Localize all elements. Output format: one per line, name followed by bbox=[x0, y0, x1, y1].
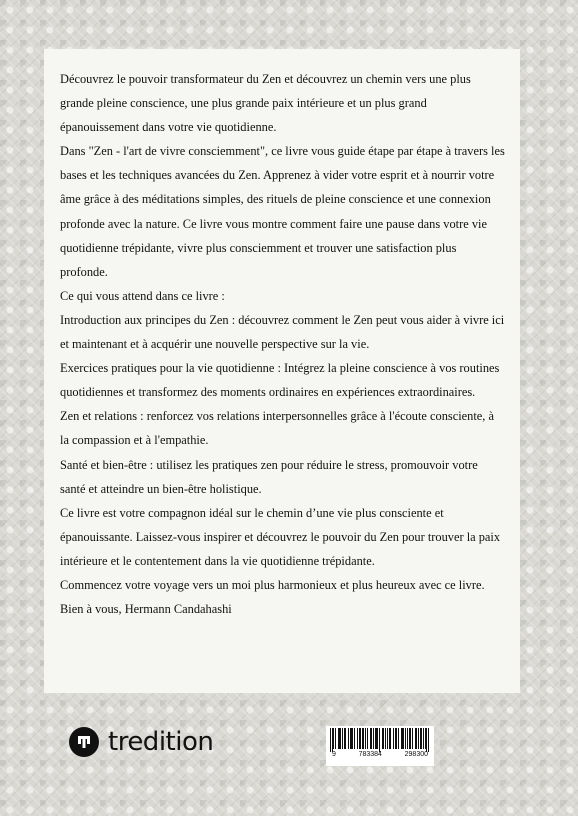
barcode-digit-group-2: 298300 bbox=[404, 751, 428, 758]
paragraph-item-principles: Introduction aux principes du Zen : découvrez comment le Zen peut vous aider à vivre ici et maintenant et à acquérir une nouvelle perspective sur la vie. bbox=[60, 312, 505, 352]
barcode-bar bbox=[351, 728, 352, 749]
barcode-bar bbox=[375, 728, 376, 749]
barcode-bar bbox=[426, 728, 427, 752]
barcode-bar bbox=[339, 728, 340, 749]
barcode-bar bbox=[387, 728, 388, 749]
barcode-bar bbox=[338, 728, 339, 749]
barcode-bar bbox=[402, 728, 403, 749]
barcode-bar bbox=[395, 728, 396, 749]
barcode-bar bbox=[340, 728, 341, 749]
back-cover-text-panel bbox=[44, 49, 520, 693]
paragraph-list-heading: Ce qui vous attend dans ce livre : bbox=[60, 288, 225, 303]
barcode-bar bbox=[403, 728, 404, 749]
barcode-bar bbox=[409, 728, 410, 749]
barcode-bar bbox=[330, 728, 331, 752]
barcode-bar bbox=[410, 728, 411, 749]
barcode-bar bbox=[412, 728, 413, 749]
tredition-logo-icon bbox=[69, 727, 99, 757]
barcode-bar bbox=[405, 728, 406, 749]
barcode-bar bbox=[421, 728, 422, 749]
paragraph-item-relations: Zen et relations : renforcez vos relations interpersonnelles grâce à l'écoute consciente, à la compassion et à l'empathie. bbox=[60, 409, 494, 448]
barcode-digit-prefix: 9 bbox=[332, 751, 336, 758]
barcode-bar bbox=[398, 728, 399, 749]
barcode-bar bbox=[416, 728, 417, 749]
barcode-bar bbox=[348, 728, 349, 749]
barcode-bar bbox=[385, 728, 386, 749]
barcode-bar bbox=[371, 728, 372, 749]
paragraph-intro: Découvrez le pouvoir transformateur du Zen et découvrez un chemin vers une plus grande pleine conscience, une plus grande paix intérieure et un plus grand épanouissement dans votre vie quotidienne. bbox=[60, 72, 471, 135]
barcode-bar bbox=[418, 728, 419, 749]
paragraph-companion: Ce livre est votre compagnon idéal sur le chemin d’une vie plus consciente et épanouissante. Laissez-vous inspirer et découvrez le pouvoir du Zen pour trouver la paix intérieure et le contentement dans la vie quotidienne trépidante. bbox=[60, 505, 501, 568]
paragraph-item-health: Santé et bien-être : utilisez les pratiques zen pour réduire le stress, promouvoir votre santé et atteindre un bien-être holistique. bbox=[60, 457, 478, 496]
barcode-bar bbox=[359, 728, 360, 749]
barcode-bar bbox=[377, 728, 378, 749]
barcode-bar bbox=[420, 728, 421, 749]
barcode-bar bbox=[382, 728, 383, 749]
barcode-bar bbox=[390, 728, 391, 749]
barcode-bar bbox=[383, 728, 384, 749]
barcode-bar bbox=[428, 728, 429, 752]
barcode-bar bbox=[333, 728, 334, 749]
barcode-bar bbox=[376, 728, 377, 749]
paragraph-signature: Bien à vous, Hermann Candahashi bbox=[60, 602, 232, 617]
barcode-bar bbox=[373, 728, 374, 749]
barcode-bar bbox=[360, 728, 361, 749]
barcode-bars bbox=[330, 728, 430, 752]
barcode-bar bbox=[345, 728, 346, 749]
barcode-bar bbox=[370, 728, 371, 749]
barcode-bar bbox=[396, 728, 397, 749]
barcode-bar bbox=[357, 728, 358, 749]
paragraph-item-exercises: Exercices pratiques pour la vie quotidienne : Intégrez la pleine conscience à vos routines quotidiennes et transformez des moments ordinaires en expériences extraordinaires. bbox=[60, 361, 500, 400]
barcode-bar bbox=[393, 728, 394, 749]
publisher-name: tredition bbox=[108, 727, 214, 757]
barcode-bar bbox=[342, 728, 343, 749]
barcode-bar bbox=[425, 728, 426, 749]
barcode-bar bbox=[354, 728, 355, 749]
barcode-bar bbox=[352, 728, 353, 749]
paragraph-call-to-action: Commencez votre voyage vers un moi plus harmonieux et plus heureux avec ce livre. bbox=[60, 577, 485, 592]
barcode-bar bbox=[365, 728, 366, 749]
barcode-bar bbox=[350, 728, 351, 749]
publisher-logo bbox=[69, 726, 213, 758]
barcode-bar bbox=[423, 728, 424, 749]
barcode-bar bbox=[415, 728, 416, 749]
barcode-bar bbox=[363, 728, 364, 749]
barcode-bar bbox=[401, 728, 402, 749]
barcode-bar bbox=[367, 728, 368, 749]
barcode-digit-group-1: 783384 bbox=[358, 751, 382, 758]
paragraph-description: Dans "Zen - l'art de vivre consciemment", ce livre vous guide étape par étape à travers les bases et les techniques avancées du Zen. Apprenez à vider votre esprit et à nourrir votre âme grâce à des méditations simples, des rituels de pleine conscience et une connexion profonde avec la nature. Ce livre vous montre comment faire une pause dans votre vie quotidienne trépidante, vivre plus consciemment et trouver une satisfaction plus profonde. bbox=[60, 144, 505, 279]
barcode-bar bbox=[389, 728, 390, 749]
barcode-bar bbox=[332, 728, 333, 752]
barcode-digits bbox=[330, 751, 430, 758]
isbn-barcode bbox=[326, 726, 434, 766]
barcode-bar bbox=[379, 728, 380, 752]
barcode-bar bbox=[407, 728, 408, 749]
barcode-bar bbox=[362, 728, 363, 749]
barcode-bar bbox=[344, 728, 345, 749]
barcode-bar bbox=[335, 728, 336, 749]
